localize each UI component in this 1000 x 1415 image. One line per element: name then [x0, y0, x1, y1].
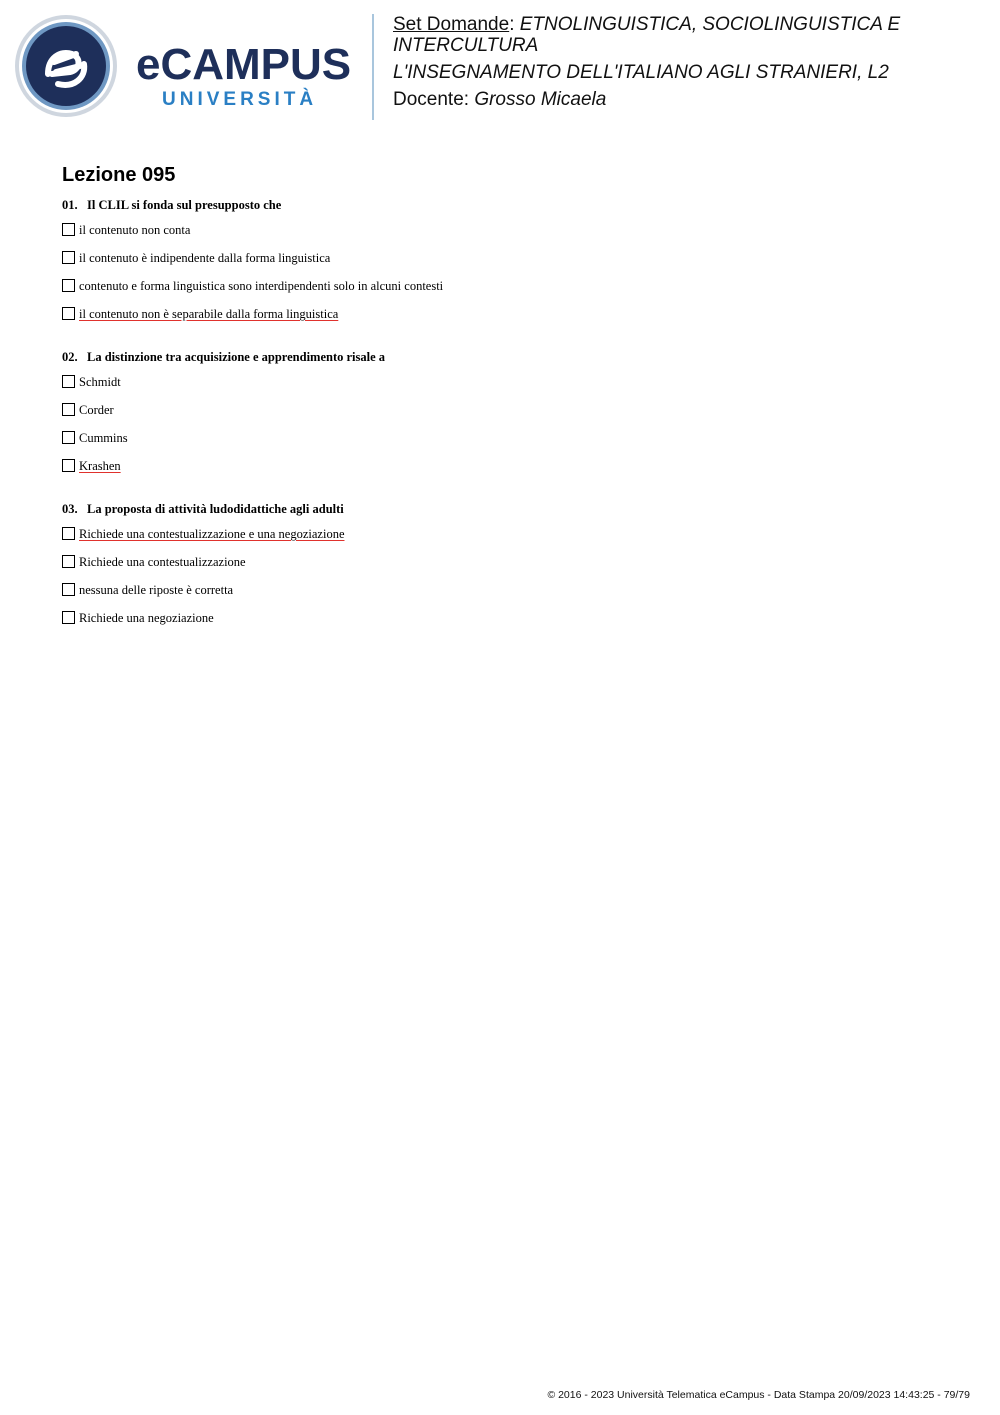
page-footer: © 2016 - 2023 Università Telematica eCampus - Data Stampa 20/09/2023 14:43:25 - 79/79: [547, 1389, 970, 1401]
answer-label-correct: Krashen: [79, 459, 121, 473]
answer-checkbox[interactable]: [62, 611, 75, 624]
question-number: 03.: [62, 502, 78, 516]
answer-option: [62, 278, 942, 306]
answer-checkbox[interactable]: [62, 431, 75, 444]
answer-option: [62, 430, 942, 458]
course-subtitle: L'INSEGNAMENTO DELL'ITALIANO AGLI STRANIERI, L2: [393, 62, 889, 83]
answer-checkbox[interactable]: [62, 251, 75, 264]
question-number: 01.: [62, 198, 78, 212]
set-label: Set Domande: [393, 14, 510, 35]
question: [62, 500, 942, 638]
answer-label: Richiede una contestualizzazione: [79, 555, 246, 569]
question-prompt: La distinzione tra acquisizione e apprendimento risale a: [87, 350, 386, 364]
answer-option: [62, 582, 942, 610]
lesson-title: Lezione 095: [62, 164, 176, 186]
answer-checkbox[interactable]: [62, 555, 75, 568]
answer-option: [62, 306, 942, 334]
answer-label: il contenuto non conta: [79, 223, 191, 237]
answer-option: [62, 402, 942, 430]
answer-label: contenuto e forma linguistica sono interdipendenti solo in alcuni contesti: [79, 279, 444, 293]
question-prompt: La proposta di attività ludodidattiche agli adulti: [87, 502, 344, 516]
answer-option: [62, 554, 942, 582]
logo-wordmark: eCAMPUS: [136, 40, 352, 89]
course-line-1: [393, 14, 983, 35]
question-text: [62, 196, 942, 214]
answer-checkbox[interactable]: [62, 583, 75, 596]
answer-label: Richiede una negoziazione: [79, 611, 214, 625]
answer-checkbox[interactable]: [62, 375, 75, 388]
answer-label: Schmidt: [79, 375, 121, 389]
header-info: [393, 14, 983, 110]
question-list: [62, 196, 942, 652]
question: [62, 348, 942, 486]
answer-checkbox[interactable]: [62, 403, 75, 416]
question-number: 02.: [62, 350, 78, 364]
answer-checkbox[interactable]: [62, 527, 75, 540]
answer-checkbox[interactable]: [62, 279, 75, 292]
answer-option: [62, 374, 942, 402]
answer-checkbox[interactable]: [62, 223, 75, 236]
teacher-name: Grosso Micaela: [474, 89, 607, 110]
answer-label: il contenuto è indipendente dalla forma linguistica: [79, 251, 331, 265]
answer-option: [62, 222, 942, 250]
ecampus-logo: [14, 14, 359, 118]
header-divider: [372, 14, 374, 120]
ecampus-emblem-icon: [14, 14, 118, 118]
answer-option: [62, 458, 942, 486]
answer-checkbox[interactable]: [62, 459, 75, 472]
answer-option: [62, 610, 942, 638]
answer-label: Cummins: [79, 431, 128, 445]
question: [62, 196, 942, 334]
course-title-part-1: ETNOLINGUISTICA, SOCIOLINGUISTICA E: [519, 14, 901, 35]
question-text: [62, 348, 942, 366]
set-separator: :: [509, 14, 520, 35]
answer-label: nessuna delle riposte è corretta: [79, 583, 234, 597]
answer-label-correct: Richiede una contestualizzazione e una negoziazione: [79, 527, 345, 541]
answer-option: [62, 526, 942, 554]
teacher-line: [393, 89, 983, 110]
answer-checkbox[interactable]: [62, 307, 75, 320]
teacher-label: Docente:: [393, 89, 475, 110]
question-prompt: Il CLIL si fonda sul presupposto che: [87, 198, 282, 212]
logo-subtitle: UNIVERSITÀ: [162, 89, 318, 110]
answer-label-correct: il contenuto non è separabile dalla forma linguistica: [79, 307, 339, 321]
answer-label: Corder: [79, 403, 114, 417]
course-title-part-2: INTERCULTURA: [393, 35, 539, 56]
question-text: [62, 500, 942, 518]
page-header: [0, 0, 1000, 130]
answer-option: [62, 250, 942, 278]
